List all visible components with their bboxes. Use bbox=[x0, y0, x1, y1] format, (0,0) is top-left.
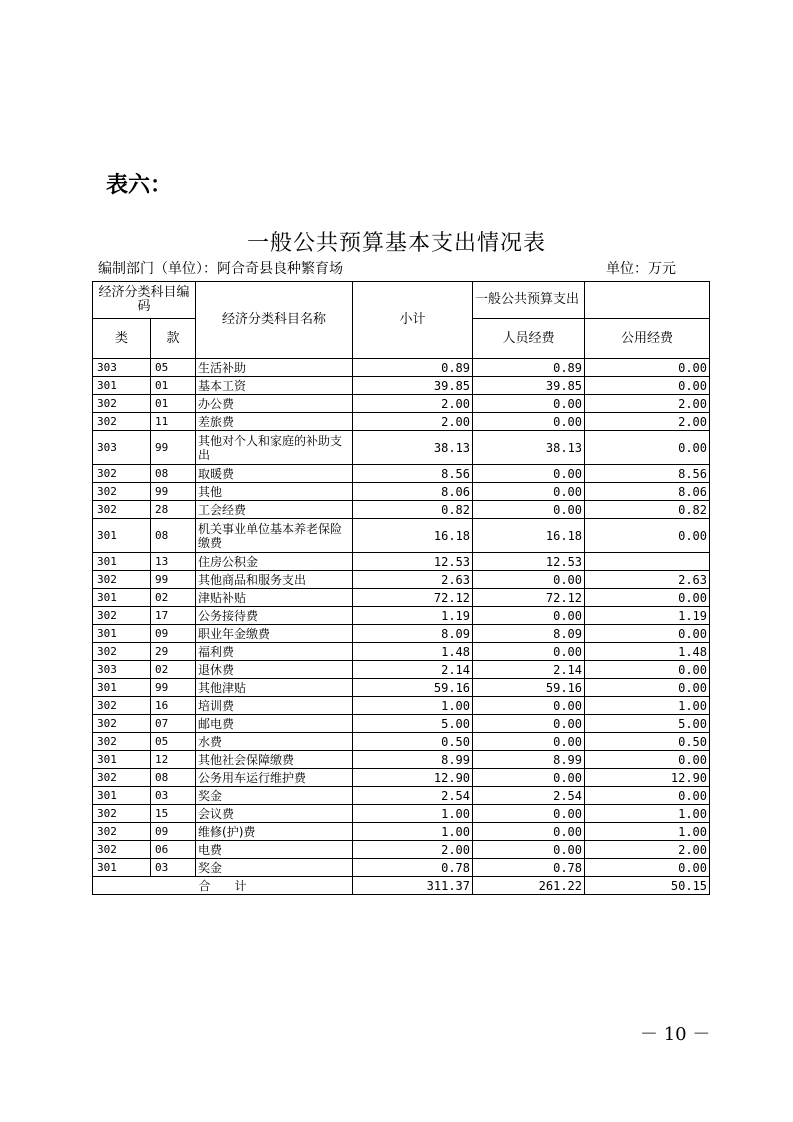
table-row bbox=[93, 553, 710, 571]
table-row bbox=[93, 751, 710, 769]
name-cell: 退休费 bbox=[196, 661, 353, 679]
kuan-cell: 01 bbox=[151, 377, 196, 395]
table-row bbox=[93, 697, 710, 715]
public-cell: 2.00 bbox=[585, 413, 710, 431]
subtotal-cell: 2.63 bbox=[353, 571, 473, 589]
public-cell bbox=[585, 553, 710, 571]
department-label: 编制部门（单位）：阿合奇县良种繁育场 bbox=[98, 261, 343, 277]
kuan-cell: 01 bbox=[151, 395, 196, 413]
subtotal-cell: 39.85 bbox=[353, 377, 473, 395]
table-row bbox=[93, 607, 710, 625]
kuan-cell: 08 bbox=[151, 519, 196, 553]
personnel-cell: 12.53 bbox=[473, 553, 585, 571]
name-cell: 会议费 bbox=[196, 805, 353, 823]
table-row bbox=[93, 859, 710, 877]
name-cell: 福利费 bbox=[196, 643, 353, 661]
kuan-cell: 08 bbox=[151, 465, 196, 483]
table-row bbox=[93, 501, 710, 519]
lei-cell: 301 bbox=[93, 589, 151, 607]
total-personnel: 261.22 bbox=[473, 877, 585, 895]
public-cell: 1.00 bbox=[585, 805, 710, 823]
public-cell: 1.19 bbox=[585, 607, 710, 625]
name-cell: 机关事业单位基本养老保险缴费 bbox=[196, 519, 353, 553]
table-row bbox=[93, 643, 710, 661]
name-cell: 取暖费 bbox=[196, 465, 353, 483]
name-cell: 其他社会保障缴费 bbox=[196, 751, 353, 769]
kuan-cell: 12 bbox=[151, 751, 196, 769]
name-cell: 电费 bbox=[196, 841, 353, 859]
public-cell: 0.00 bbox=[585, 679, 710, 697]
kuan-cell: 99 bbox=[151, 571, 196, 589]
subtotal-cell: 8.56 bbox=[353, 465, 473, 483]
page-number: － 10 － bbox=[640, 1024, 711, 1045]
lei-cell: 302 bbox=[93, 823, 151, 841]
public-cell: 2.63 bbox=[585, 571, 710, 589]
name-cell: 其他商品和服务支出 bbox=[196, 571, 353, 589]
unit-label: 单位：万元 bbox=[606, 261, 676, 277]
public-cell: 0.00 bbox=[585, 359, 710, 377]
public-cell: 0.00 bbox=[585, 859, 710, 877]
kuan-cell: 05 bbox=[151, 359, 196, 377]
table-row bbox=[93, 661, 710, 679]
kuan-cell: 05 bbox=[151, 733, 196, 751]
subtotal-cell: 1.00 bbox=[353, 697, 473, 715]
public-cell: 1.00 bbox=[585, 823, 710, 841]
expenditure-table bbox=[92, 281, 710, 895]
lei-cell: 302 bbox=[93, 769, 151, 787]
kuan-cell: 02 bbox=[151, 661, 196, 679]
personnel-cell: 39.85 bbox=[473, 377, 585, 395]
personnel-cell: 8.09 bbox=[473, 625, 585, 643]
personnel-cell: 0.00 bbox=[473, 413, 585, 431]
personnel-cell: 0.00 bbox=[473, 769, 585, 787]
total-label: 合 计 bbox=[93, 877, 353, 895]
lei-cell: 302 bbox=[93, 413, 151, 431]
public-cell: 0.00 bbox=[585, 751, 710, 769]
public-cell: 1.00 bbox=[585, 697, 710, 715]
subtotal-cell: 12.90 bbox=[353, 769, 473, 787]
table-row bbox=[93, 769, 710, 787]
personnel-cell: 0.00 bbox=[473, 501, 585, 519]
lei-cell: 302 bbox=[93, 501, 151, 519]
table-row bbox=[93, 571, 710, 589]
lei-cell: 303 bbox=[93, 661, 151, 679]
personnel-cell: 0.00 bbox=[473, 395, 585, 413]
table-row bbox=[93, 359, 710, 377]
public-cell: 0.00 bbox=[585, 787, 710, 805]
lei-cell: 302 bbox=[93, 715, 151, 733]
kuan-cell: 08 bbox=[151, 769, 196, 787]
personnel-cell: 2.14 bbox=[473, 661, 585, 679]
public-cell: 8.56 bbox=[585, 465, 710, 483]
total-public: 50.15 bbox=[585, 877, 710, 895]
table-row bbox=[93, 733, 710, 751]
name-cell: 工会经费 bbox=[196, 501, 353, 519]
header-subtotal: 小计 bbox=[353, 282, 473, 359]
table-row bbox=[93, 431, 710, 465]
subtotal-cell: 8.06 bbox=[353, 483, 473, 501]
name-cell: 职业年金缴费 bbox=[196, 625, 353, 643]
personnel-cell: 8.99 bbox=[473, 751, 585, 769]
subtotal-cell: 8.09 bbox=[353, 625, 473, 643]
table-row bbox=[93, 715, 710, 733]
personnel-cell: 0.00 bbox=[473, 483, 585, 501]
personnel-cell: 0.00 bbox=[473, 841, 585, 859]
public-cell: 8.06 bbox=[585, 483, 710, 501]
name-cell: 津贴补贴 bbox=[196, 589, 353, 607]
kuan-cell: 03 bbox=[151, 787, 196, 805]
kuan-cell: 07 bbox=[151, 715, 196, 733]
header-kuan: 款 bbox=[151, 319, 196, 359]
lei-cell: 302 bbox=[93, 483, 151, 501]
lei-cell: 301 bbox=[93, 625, 151, 643]
table-row bbox=[93, 823, 710, 841]
name-cell: 维修(护)费 bbox=[196, 823, 353, 841]
table-title: 一般公共预算基本支出情况表 bbox=[246, 231, 546, 256]
lei-cell: 303 bbox=[93, 431, 151, 465]
table-row bbox=[93, 787, 710, 805]
lei-cell: 302 bbox=[93, 571, 151, 589]
public-cell: 0.00 bbox=[585, 589, 710, 607]
kuan-cell: 16 bbox=[151, 697, 196, 715]
subtotal-cell: 2.14 bbox=[353, 661, 473, 679]
subtotal-cell: 0.82 bbox=[353, 501, 473, 519]
table-row bbox=[93, 625, 710, 643]
header-name: 经济分类科目名称 bbox=[196, 282, 353, 359]
subtotal-cell: 2.00 bbox=[353, 413, 473, 431]
name-cell: 公务用车运行维护费 bbox=[196, 769, 353, 787]
name-cell: 培训费 bbox=[196, 697, 353, 715]
kuan-cell: 99 bbox=[151, 483, 196, 501]
subtotal-cell: 16.18 bbox=[353, 519, 473, 553]
total-subtotal: 311.37 bbox=[353, 877, 473, 895]
lei-cell: 301 bbox=[93, 751, 151, 769]
name-cell: 其他对个人和家庭的补助支出 bbox=[196, 431, 353, 465]
personnel-cell: 0.00 bbox=[473, 465, 585, 483]
lei-cell: 302 bbox=[93, 733, 151, 751]
personnel-cell: 0.00 bbox=[473, 697, 585, 715]
header-lei: 类 bbox=[93, 319, 151, 359]
personnel-cell: 0.00 bbox=[473, 607, 585, 625]
kuan-cell: 02 bbox=[151, 589, 196, 607]
public-cell: 1.48 bbox=[585, 643, 710, 661]
public-cell: 0.82 bbox=[585, 501, 710, 519]
personnel-cell: 0.00 bbox=[473, 733, 585, 751]
kuan-cell: 29 bbox=[151, 643, 196, 661]
table-row bbox=[93, 483, 710, 501]
kuan-cell: 15 bbox=[151, 805, 196, 823]
public-cell: 2.00 bbox=[585, 841, 710, 859]
lei-cell: 301 bbox=[93, 519, 151, 553]
section-label: 表六： bbox=[106, 172, 173, 198]
personnel-cell: 0.89 bbox=[473, 359, 585, 377]
personnel-cell: 0.00 bbox=[473, 823, 585, 841]
subtotal-cell: 0.50 bbox=[353, 733, 473, 751]
lei-cell: 302 bbox=[93, 841, 151, 859]
public-cell: 0.00 bbox=[585, 431, 710, 465]
personnel-cell: 16.18 bbox=[473, 519, 585, 553]
lei-cell: 302 bbox=[93, 643, 151, 661]
name-cell: 奖金 bbox=[196, 787, 353, 805]
personnel-cell: 0.00 bbox=[473, 643, 585, 661]
subtotal-cell: 2.54 bbox=[353, 787, 473, 805]
subtotal-cell: 1.48 bbox=[353, 643, 473, 661]
lei-cell: 302 bbox=[93, 395, 151, 413]
header-public: 公用经费 bbox=[585, 319, 710, 359]
kuan-cell: 06 bbox=[151, 841, 196, 859]
name-cell: 其他 bbox=[196, 483, 353, 501]
name-cell: 住房公积金 bbox=[196, 553, 353, 571]
table-row bbox=[93, 413, 710, 431]
subtotal-cell: 2.00 bbox=[353, 395, 473, 413]
kuan-cell: 99 bbox=[151, 431, 196, 465]
kuan-cell: 03 bbox=[151, 859, 196, 877]
subtotal-cell: 0.89 bbox=[353, 359, 473, 377]
lei-cell: 302 bbox=[93, 697, 151, 715]
kuan-cell: 99 bbox=[151, 679, 196, 697]
subtotal-cell: 12.53 bbox=[353, 553, 473, 571]
subtotal-cell: 8.99 bbox=[353, 751, 473, 769]
header-code-group: 经济分类科目编码 bbox=[93, 282, 196, 319]
table-row bbox=[93, 589, 710, 607]
subtotal-cell: 1.00 bbox=[353, 823, 473, 841]
lei-cell: 302 bbox=[93, 607, 151, 625]
header-blank bbox=[585, 282, 710, 319]
public-cell: 0.00 bbox=[585, 519, 710, 553]
personnel-cell: 0.00 bbox=[473, 571, 585, 589]
kuan-cell: 13 bbox=[151, 553, 196, 571]
table-row bbox=[93, 395, 710, 413]
lei-cell: 302 bbox=[93, 805, 151, 823]
personnel-cell: 0.00 bbox=[473, 715, 585, 733]
lei-cell: 301 bbox=[93, 377, 151, 395]
table-row bbox=[93, 519, 710, 553]
name-cell: 奖金 bbox=[196, 859, 353, 877]
personnel-cell: 0.78 bbox=[473, 859, 585, 877]
name-cell: 办公费 bbox=[196, 395, 353, 413]
subtotal-cell: 59.16 bbox=[353, 679, 473, 697]
subtotal-cell: 72.12 bbox=[353, 589, 473, 607]
table-row bbox=[93, 465, 710, 483]
kuan-cell: 09 bbox=[151, 823, 196, 841]
subtotal-cell: 1.00 bbox=[353, 805, 473, 823]
name-cell: 公务接待费 bbox=[196, 607, 353, 625]
name-cell: 其他津贴 bbox=[196, 679, 353, 697]
personnel-cell: 72.12 bbox=[473, 589, 585, 607]
personnel-cell: 0.00 bbox=[473, 805, 585, 823]
name-cell: 基本工资 bbox=[196, 377, 353, 395]
personnel-cell: 2.54 bbox=[473, 787, 585, 805]
table-row bbox=[93, 679, 710, 697]
subtotal-cell: 0.78 bbox=[353, 859, 473, 877]
lei-cell: 302 bbox=[93, 465, 151, 483]
subtotal-cell: 2.00 bbox=[353, 841, 473, 859]
subtotal-cell: 38.13 bbox=[353, 431, 473, 465]
header-personnel: 人员经费 bbox=[473, 319, 585, 359]
subtotal-cell: 1.19 bbox=[353, 607, 473, 625]
table-row bbox=[93, 377, 710, 395]
lei-cell: 301 bbox=[93, 553, 151, 571]
personnel-cell: 38.13 bbox=[473, 431, 585, 465]
kuan-cell: 28 bbox=[151, 501, 196, 519]
public-cell: 0.00 bbox=[585, 625, 710, 643]
lei-cell: 301 bbox=[93, 787, 151, 805]
header-row bbox=[93, 282, 710, 319]
public-cell: 0.00 bbox=[585, 661, 710, 679]
subtotal-cell: 5.00 bbox=[353, 715, 473, 733]
public-cell: 0.50 bbox=[585, 733, 710, 751]
lei-cell: 303 bbox=[93, 359, 151, 377]
table-row bbox=[93, 805, 710, 823]
total-row bbox=[93, 877, 710, 895]
name-cell: 水费 bbox=[196, 733, 353, 751]
public-cell: 12.90 bbox=[585, 769, 710, 787]
lei-cell: 301 bbox=[93, 679, 151, 697]
table-row bbox=[93, 841, 710, 859]
name-cell: 生活补助 bbox=[196, 359, 353, 377]
header-budget-group: 一般公共预算支出 bbox=[473, 282, 585, 319]
public-cell: 2.00 bbox=[585, 395, 710, 413]
name-cell: 邮电费 bbox=[196, 715, 353, 733]
name-cell: 差旅费 bbox=[196, 413, 353, 431]
kuan-cell: 11 bbox=[151, 413, 196, 431]
lei-cell: 301 bbox=[93, 859, 151, 877]
kuan-cell: 17 bbox=[151, 607, 196, 625]
kuan-cell: 09 bbox=[151, 625, 196, 643]
public-cell: 5.00 bbox=[585, 715, 710, 733]
public-cell: 0.00 bbox=[585, 377, 710, 395]
personnel-cell: 59.16 bbox=[473, 679, 585, 697]
